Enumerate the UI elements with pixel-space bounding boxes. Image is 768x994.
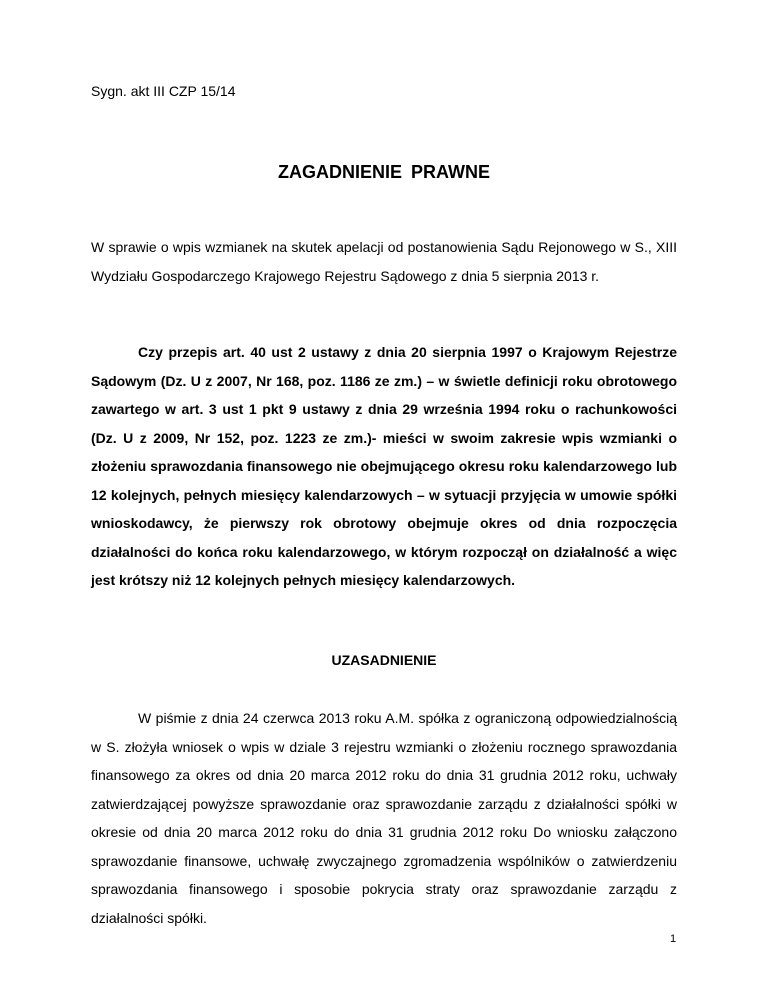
page-number: 1 xyxy=(670,933,677,945)
case-signature: Sygn. akt III CZP 15/14 xyxy=(91,83,236,99)
intro-paragraph: W sprawie o wpis wzmianek na skutek apelacji od postanowienia Sądu Rejonowego w S., XIII Wydziału Gospodarczego Krajowego Rejestru Sądowego z dnia 5 sierpnia 2013 r. xyxy=(91,239,677,284)
justification-paragraph: W piśmie z dnia 24 czerwca 2013 roku A.M. spółka z ograniczoną odpowiedzialnością w S. złożyła wniosek o wpis w dziale 3 rejestru wzmianki o złożeniu rocznego sprawozdania finansowego za okres od dnia 20 marca 2012 roku do dnia 31 grudnia 2012 roku, uchwały zatwierdzającej powyższe sprawozdanie oraz sprawozdanie zarządu z działalności spółki w okresie od dnia 20 marca 2012 roku do dnia 31 grudnia 2012 roku Do wniosku załączono sprawozdanie finansowe, uchwałę zwyczajnego zgromadzenia wspólników o zatwierdzeniu sprawozdania finansowego i sposobie pokrycia straty oraz sprawozdanie zarządu z działalności spółki. xyxy=(91,710,677,926)
justification-heading: UZASADNIENIE xyxy=(331,652,437,668)
legal-question-paragraph: Czy przepis art. 40 ust 2 ustawy z dnia 20 sierpnia 1997 o Krajowym Rejestrze Sądowym (Dz. U z 2007, Nr 168, poz. 1186 ze zm.) – w świetle definicji roku obrotowego zawartego w art. 3 ust 1 pkt 9 ustawy z dnia 29 września 1994 roku o rachunkowości (Dz. U z 2009, Nr 152, poz. 1223 ze zm.)- mieści w swoim zakresie wpis wzmianki o złożeniu sprawozdania finansowego nie obejmującego okresu roku kalendarzowego lub 12 kolejnych, pełnych miesięcy kalendarzowych – w sytuacji przyjęcia w umowie spółki wnioskodawcy, że pierwszy rok obrotowy obejmuje okres od dnia rozpoczęcia działalności do końca roku kalendarzowego, w którym rozpoczął on działalność a więc jest krótszy niż 12 kolejnych pełnych miesięcy kalendarzowych. xyxy=(91,344,677,588)
document-title: ZAGADNIENIE PRAWNE xyxy=(277,162,490,182)
